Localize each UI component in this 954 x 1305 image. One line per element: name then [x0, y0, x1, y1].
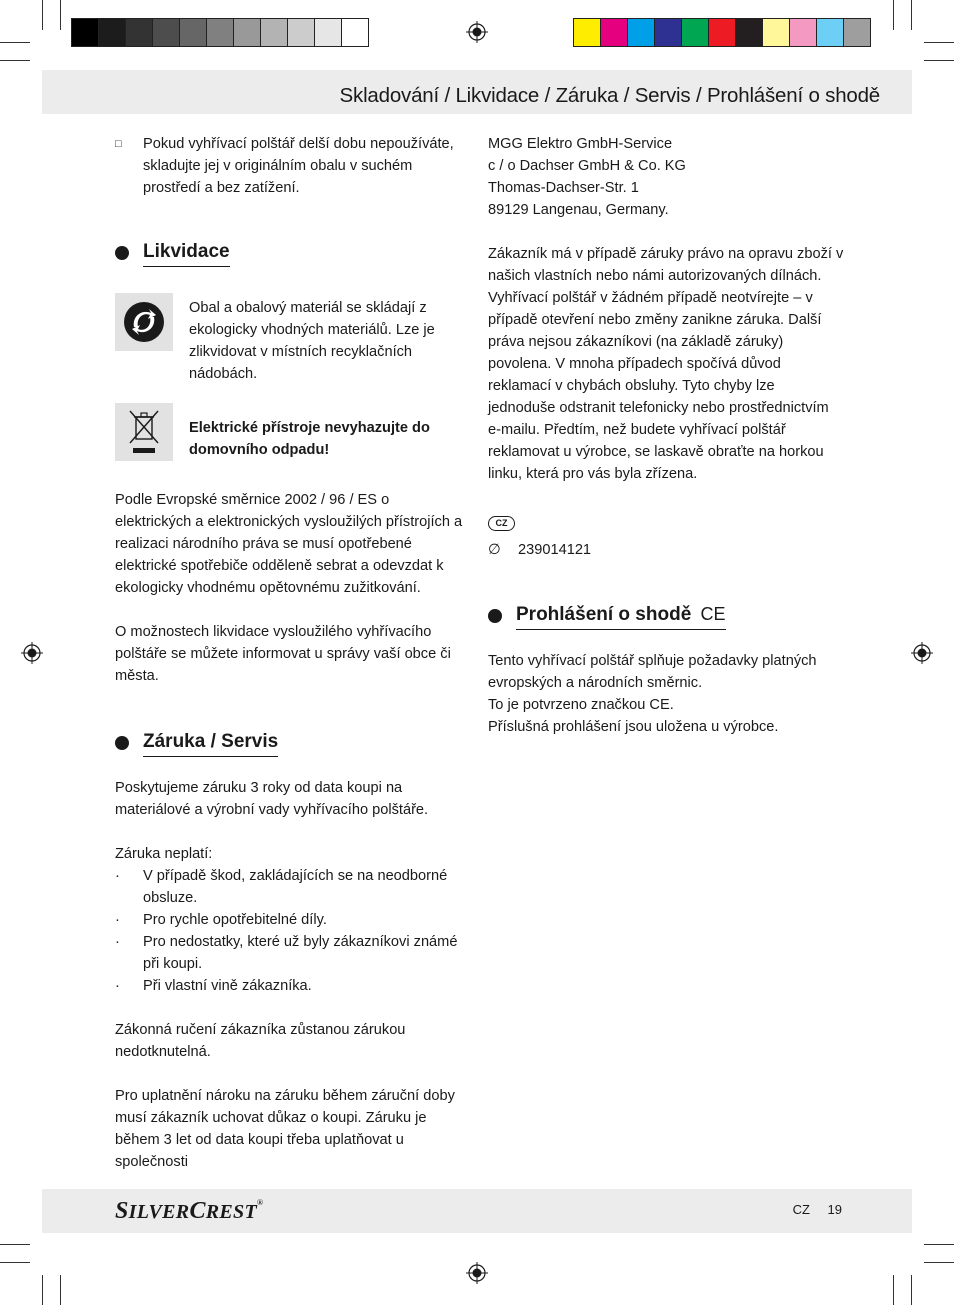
page-number: 19 [827, 1202, 842, 1217]
address-line: Thomas-Dachser-Str. 1 [488, 180, 639, 196]
crop-mark [0, 1244, 30, 1245]
color-swatch [152, 18, 180, 47]
color-swatch [98, 18, 126, 47]
country-badge: CZ [488, 516, 515, 531]
crop-mark [893, 1275, 894, 1305]
disposal-heading-text: Likvidace [143, 239, 230, 267]
registration-mark-icon [466, 1262, 488, 1284]
registration-mark-icon [911, 642, 933, 664]
crop-mark [60, 1275, 61, 1305]
color-swatch [681, 18, 709, 47]
conformity-line: To je potvrzeno značkou CE. [488, 697, 674, 713]
checkbox-bullet-icon: □ [115, 138, 122, 150]
crop-mark [924, 1244, 954, 1245]
color-swatch [627, 18, 655, 47]
recycle-row [115, 297, 467, 385]
color-swatch-bar [574, 18, 871, 47]
conformity-heading-text: Prohlášení o shodě [516, 604, 692, 625]
weee-warning-text: Elektrické přístroje nevyhazujte do domovního odpadu! [189, 420, 430, 458]
color-swatch [341, 18, 369, 47]
page-title: Skladování / Likvidace / Záruka / Servis / Prohlášení o shodě [339, 84, 880, 107]
crop-mark [60, 0, 61, 30]
crop-mark [924, 60, 954, 61]
color-swatch [233, 18, 261, 47]
article-number-row [488, 539, 844, 561]
list-item: · Pro rychle opotřebitelné díly. [115, 912, 327, 928]
conformity-line: Tento vyhřívací polštář splňuje požadavky platných evropských a národních směrnic. [488, 653, 817, 691]
address-line: c / o Dachser GmbH & Co. KG [488, 158, 686, 174]
recycle-text: Obal a obalový materiál se skládají z ekologicky vhodných materiálů. Lze je zlikvidovat v místních recyklačních nádobách. [189, 300, 435, 382]
color-swatch [573, 18, 601, 47]
address-line: MGG Elektro GmbH-Service [488, 136, 673, 152]
warranty-intro: Poskytujeme záruku 3 roky od data koupi na materiálové a výrobní vady vyhřívacího polštáře. [115, 780, 429, 818]
page-info [793, 1202, 842, 1217]
address-line: 89129 Langenau, Germany. [488, 202, 669, 218]
left-column [115, 133, 467, 1173]
bullet-dot-icon [115, 736, 129, 750]
warranty-legal-text: Zákonná ručení zákazníka zůstanou zárukou nedotknutelná. [115, 1022, 406, 1060]
warranty-heading [115, 729, 467, 757]
storage-text: Pokud vyhřívací polštář delší dobu nepoužíváte, skladujte jej v originálním obalu v suchém prostředí a bez zatížení. [143, 136, 454, 196]
article-number: 239014121 [518, 542, 592, 558]
color-swatch [816, 18, 844, 47]
color-swatch [654, 18, 682, 47]
crop-mark [0, 60, 30, 61]
disposal-info-text: O možnostech likvidace vysloužilého vyhřívacího polštáře se můžete informovat u správy vaší obce či města. [115, 624, 451, 684]
color-swatch [843, 18, 871, 47]
crop-mark [924, 42, 954, 43]
grayscale-swatch-bar [72, 18, 369, 47]
color-swatch [735, 18, 763, 47]
right-column [488, 133, 844, 738]
language-code: CZ [792, 1202, 810, 1217]
bullet-dot-icon [115, 246, 129, 260]
warranty-claim-text: Pro uplatnění nároku na záruku během záruční doby musí zákazník uchovat důkaz o koupi. Záruku je během 3 let od data koupi třeba uplatňovat u společnosti [115, 1088, 455, 1170]
crop-mark [42, 1275, 43, 1305]
disposal-heading [115, 239, 467, 267]
bullet-dot-icon [488, 609, 502, 623]
warranty-heading-text: Záruka / Servis [143, 729, 278, 757]
warranty-not-valid-label: Záruka neplatí: [115, 846, 213, 862]
crossed-bin-icon [115, 403, 173, 461]
weee-row [115, 411, 467, 461]
service-rights-text: Zákazník má v případě záruky právo na opravu zboží v našich vlastních nebo námi autorizovaných dílnách. Vyhřívací polštář v žádném případě neotvírejte – v případě otevření nebo změny zanikne záruka. Další práva nejsou zákazníkovi (na základě záruky) povolena. V mnoha případech spočívá důvod reklamací v chybách obsluhy. Tyto chyby lze jednoduše odstranit telefonicky nebo prostřednictvím e-mailu. Předtím, než budete vyhřívací polštář reklamovat u výrobce, se laskavě obraťte na horkou linku, která pro vás byla zřízena. [488, 246, 844, 482]
color-swatch [762, 18, 790, 47]
color-swatch [179, 18, 207, 47]
conformity-heading [488, 601, 844, 630]
crop-mark [924, 1262, 954, 1263]
color-swatch [708, 18, 736, 47]
color-swatch [287, 18, 315, 47]
color-swatch [314, 18, 342, 47]
color-swatch [260, 18, 288, 47]
list-item: · Pro nedostatky, které už byly zákazníkovi známé při koupi. [115, 934, 458, 972]
crop-mark [0, 42, 30, 43]
crop-mark [893, 0, 894, 30]
conformity-line: Příslušná prohlášení jsou uložena u výrobce. [488, 719, 779, 735]
list-item: · Při vlastní vině zákazníka. [115, 978, 312, 994]
registration-mark-icon [466, 21, 488, 43]
article-symbol-icon: ∅ [488, 542, 501, 558]
color-swatch [125, 18, 153, 47]
registration-mark-icon [21, 642, 43, 664]
color-swatch [206, 18, 234, 47]
crop-mark [911, 1275, 912, 1305]
crop-mark [42, 0, 43, 30]
ce-mark-icon: CE [700, 604, 726, 624]
crop-mark [911, 0, 912, 30]
color-swatch [789, 18, 817, 47]
crop-mark [0, 1262, 30, 1263]
silvercrest-logo: SILVERCREST® [115, 1198, 264, 1224]
color-swatch [600, 18, 628, 47]
storage-bullet [115, 133, 467, 199]
service-address [488, 133, 844, 221]
list-item: · V případě škod, zakládajících se na neodborné obsluze. [115, 868, 448, 906]
recycle-icon [115, 293, 173, 351]
directive-text: Podle Evropské směrnice 2002 / 96 / ES o elektrických a elektronických vysloužilých přístrojích a realizaci národního práva se musí opotřebené elektrické spotřebiče odděleně sebrat a odevzdat k ekologicky vhodnému opětovnému zužitkování. [115, 492, 463, 596]
color-swatch [71, 18, 99, 47]
